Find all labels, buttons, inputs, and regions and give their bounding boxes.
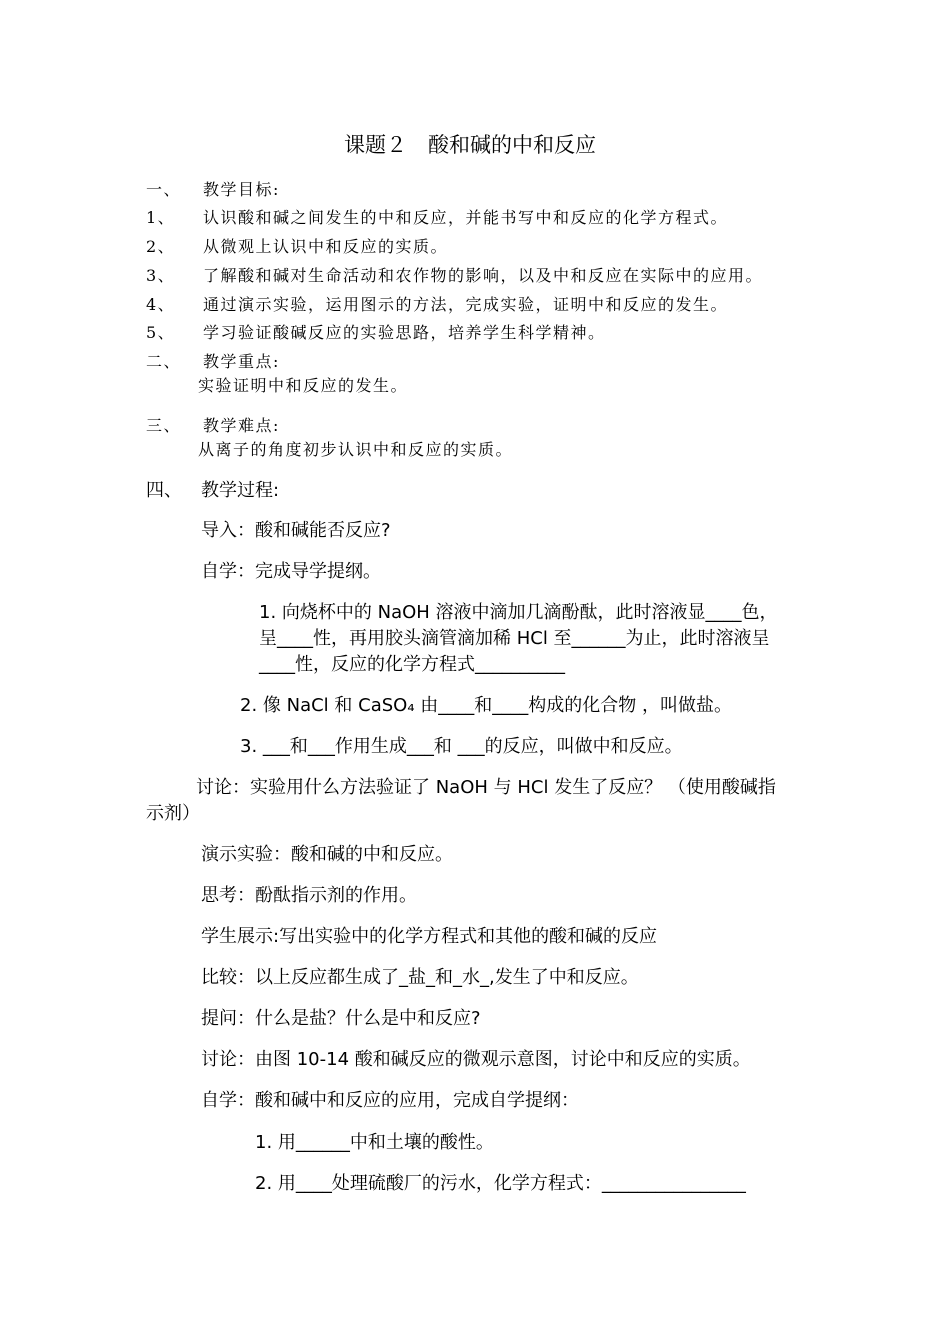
paragraph-selfstudy: 自学：完成导学提纲。 — [201, 561, 381, 582]
section-heading: 教学过程: — [201, 480, 280, 501]
question-2: 2. 像 NaCl 和 CaSO₄ 由____和____构成的化合物 ，叫做盐。 — [240, 695, 732, 716]
section-number: 一、 — [146, 180, 182, 199]
question-3: 3. ___和___作用生成___和 ___的反应，叫做中和反应。 — [240, 736, 683, 757]
section-text: 从离子的角度初步认识中和反应的实质。 — [198, 440, 514, 459]
list-item-text: 认识酸和碱之间发生的中和反应，并能书写中和反应的化学方程式。 — [203, 208, 729, 227]
section-heading: 教学目标: — [203, 180, 280, 199]
paragraph-think: 思考：酚酞指示剂的作用。 — [201, 885, 417, 906]
paragraph-show: 学生展示:写出实验中的化学方程式和其他的酸和碱的反应 — [201, 926, 658, 947]
list-item-text: 了解酸和碱对生命活动和农作物的影响，以及中和反应在实际中的应用。 — [203, 266, 764, 285]
paragraph-discussion: 示剂） — [146, 803, 200, 824]
list-item-text: 通过演示实验，运用图示的方法，完成实验，证明中和反应的发生。 — [203, 295, 729, 314]
section-number: 四、 — [146, 480, 182, 501]
section-text: 实验证明中和反应的发生。 — [198, 376, 409, 395]
question-1-line: 1. 向烧杯中的 NaOH 溶液中滴加几滴酚酞，此时溶液显____色， — [259, 602, 778, 623]
paragraph-discussion-2: 讨论：由图 10-14 酸和碱反应的微观示意图，讨论中和反应的实质。 — [201, 1049, 751, 1070]
question-1-line: ____性，反应的化学方程式__________ — [259, 654, 565, 675]
paragraph-selfstudy-2: 自学：酸和碱中和反应的应用，完成自学提纲： — [201, 1090, 579, 1111]
list-item-number: 1、 — [146, 208, 176, 227]
application-1: 1. 用______中和土壤的酸性。 — [255, 1132, 494, 1153]
paragraph-demo: 演示实验：酸和碱的中和反应。 — [201, 844, 453, 865]
list-item-number: 4、 — [146, 295, 176, 314]
page-title: 课题２ 酸和碱的中和反应 — [344, 133, 596, 157]
paragraph-discussion: 讨论：实验用什么方法验证了 NaOH 与 HCl 发生了反应？ （使用酸碱指 — [196, 777, 776, 798]
list-item-number: 5、 — [146, 323, 176, 342]
list-item-number: 3、 — [146, 266, 176, 285]
question-1-line: 呈____性，再用胶头滴管滴加稀 HCl 至______为止，此时溶液呈 — [259, 628, 770, 649]
application-2: 2. 用____处理硫酸厂的污水，化学方程式：________________ — [255, 1173, 746, 1194]
section-heading: 教学难点: — [203, 416, 280, 435]
section-number: 三、 — [146, 416, 182, 435]
paragraph-compare: 比较：以上反应都生成了_盐_和_水_,发生了中和反应。 — [201, 967, 639, 988]
paragraph-intro: 导入：酸和碱能否反应? — [201, 520, 391, 541]
list-item-text: 学习验证酸碱反应的实验思路，培养学生科学精神。 — [203, 323, 606, 342]
section-number: 二、 — [146, 352, 182, 371]
list-item-text: 从微观上认识中和反应的实质。 — [203, 237, 449, 256]
list-item-number: 2、 — [146, 237, 176, 256]
section-heading: 教学重点: — [203, 352, 280, 371]
paragraph-ask: 提问：什么是盐？什么是中和反应? — [201, 1008, 481, 1029]
